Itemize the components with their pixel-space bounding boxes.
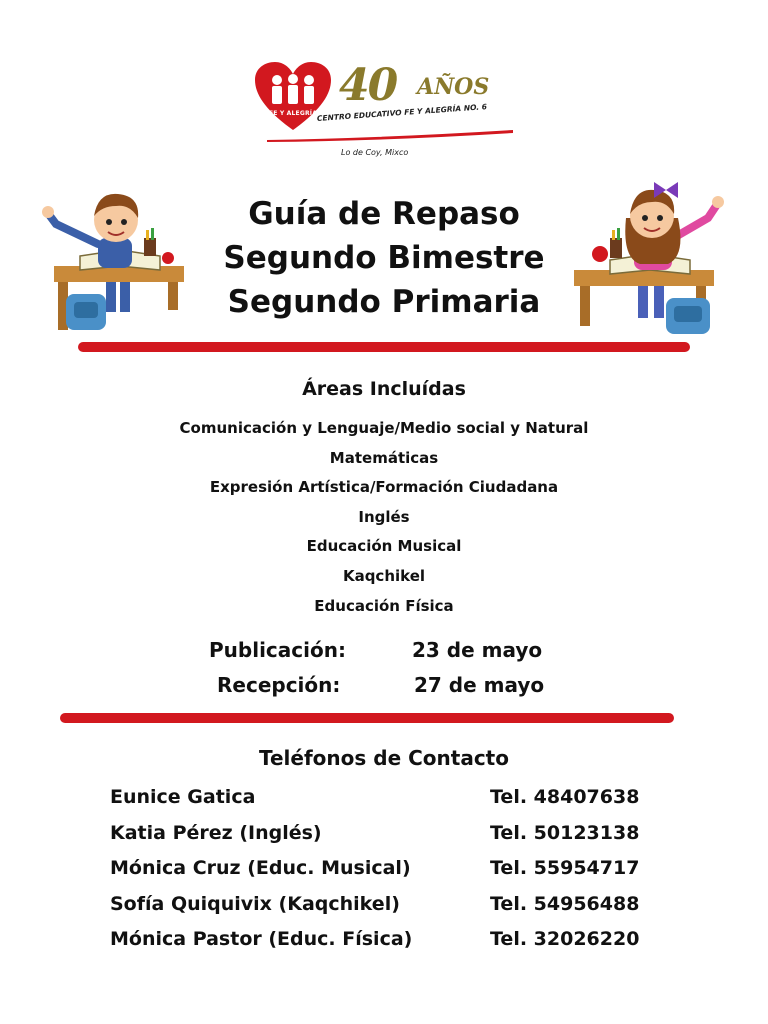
contact-row — [110, 855, 670, 891]
contact-name: Katia Pérez (Inglés) — [110, 821, 322, 844]
contact-name: Mónica Pastor (Educ. Física) — [110, 928, 413, 950]
area-item: Matemáticas — [329, 448, 439, 467]
area-item: Comunicación y Lenguaje/Medio social y Natural — [179, 419, 589, 437]
logo-swoosh — [265, 128, 515, 142]
area-item: Kaqchikel — [342, 566, 426, 585]
area-item: Expresión Artística/Formación Ciudadana — [209, 478, 559, 497]
contact-phone: Tel. 32026220 — [490, 928, 640, 950]
logo-years: AÑOS — [417, 74, 490, 100]
contact-name: Mónica Cruz (Educ. Musical) — [110, 857, 411, 879]
logo-heart-text: FE Y ALEGRÍA — [268, 110, 318, 117]
publication-label: Publicación: — [209, 638, 346, 662]
contact-row — [110, 784, 670, 820]
contact-row — [110, 820, 670, 856]
areas-heading: Áreas Incluídas — [302, 378, 466, 400]
logo-centro-text: CENTRO EDUCATIVO FE Y ALEGRÍA NO. 6 — [316, 102, 488, 123]
contact-row — [110, 891, 670, 927]
page-title — [184, 192, 584, 324]
contact-phone: Tel. 54956488 — [490, 892, 640, 915]
logo-location: Lo de Coy, Mixco — [341, 148, 409, 157]
title-line-2: Segundo Bimestre — [223, 240, 545, 276]
reception-label: Recepción: — [217, 673, 341, 697]
contacts-heading: Teléfonos de Contacto — [259, 746, 509, 770]
girl-at-desk-illustration — [570, 178, 730, 338]
contact-name: Eunice Gatica — [110, 786, 256, 808]
area-item: Educación Física — [314, 596, 454, 615]
title-line-1: Guía de Repaso — [248, 196, 520, 232]
divider-top — [78, 342, 690, 352]
contact-phone: Tel. 48407638 — [490, 786, 640, 808]
school-logo — [255, 62, 515, 162]
contact-phone: Tel. 50123138 — [490, 821, 640, 844]
boy-at-desk-illustration — [36, 186, 188, 338]
contact-row — [110, 926, 670, 962]
area-item: Educación Musical — [306, 537, 462, 556]
contacts-list — [110, 784, 670, 962]
logo-number: 40 — [339, 60, 397, 111]
areas-list — [84, 414, 684, 621]
area-item: Inglés — [358, 507, 410, 526]
title-line-3: Segundo Primaria — [227, 284, 541, 320]
contact-phone: Tel. 55954717 — [490, 857, 640, 879]
reception-date: 27 de mayo — [414, 673, 545, 697]
publication-date: 23 de mayo — [412, 638, 543, 662]
divider-bottom — [60, 713, 674, 723]
contact-name: Sofía Quiquivix (Kaqchikel) — [110, 892, 400, 915]
